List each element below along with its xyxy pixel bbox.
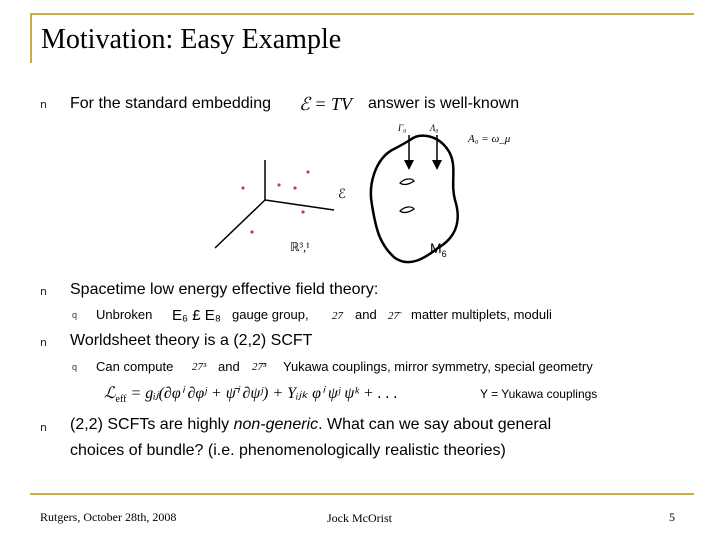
lagrangian-body: = gᵢⱼ(∂φⁱ ∂φʲ + ψ̄ⁱ ∂ψʲ) + Yᵢⱼₖ φⁱ ψʲ ψᵏ + . . . <box>130 385 398 402</box>
label-gauge-field: A₀ = ω_μ <box>468 133 511 145</box>
label-m6 <box>430 240 447 259</box>
bullet-marker: n <box>40 285 47 298</box>
sub-bullet-marker: q <box>72 362 78 372</box>
rep-27bar: 27̄ <box>388 310 399 322</box>
bullet-marker: n <box>40 98 47 111</box>
bullet-3-text: Worldsheet theory is a (2,2) SCFT <box>70 332 313 349</box>
bullet-1-math: ℰ = TV <box>299 94 353 114</box>
bullet-4-pre: (2,2) SCFTs are highly <box>70 416 234 433</box>
label-m6-sub: 6 <box>441 248 447 259</box>
bullet-4-post: . What can we say about general <box>318 416 552 433</box>
dot <box>301 210 304 213</box>
slide-title: Motivation: Easy Example <box>41 24 342 55</box>
footer-venue-date: Rutgers, October 28th, 2008 <box>40 510 177 524</box>
bullet-1-text: For the standard embedding <box>70 95 272 112</box>
bullet-2-text: Spacetime low energy effective field theory: <box>70 281 379 298</box>
dot <box>250 230 253 233</box>
dot <box>277 183 280 186</box>
gauge-group: E₆ £ E₈ <box>172 307 221 324</box>
sub-bullet-2-post: matter multiplets, moduli <box>411 307 552 322</box>
sub-bullet-2-pre: Unbroken <box>96 307 153 322</box>
footer-rule <box>30 493 694 495</box>
arrow-right-head <box>432 160 442 170</box>
footer-author: Jock McOrist <box>327 511 392 525</box>
label-spacetime: ℝ³,¹ <box>290 240 310 254</box>
bullet-1-text-end: answer is well-known <box>368 95 520 112</box>
label-top1: Γ₀ <box>398 123 407 133</box>
yukawa-note: Y = Yukawa couplings <box>480 387 598 401</box>
label-m6-letter: M <box>430 240 442 256</box>
bullet-4-line-1 <box>70 416 551 434</box>
sub-bullet-2-and: and <box>355 307 377 322</box>
arrow-left-head <box>404 160 414 170</box>
effective-lagrangian <box>104 383 398 405</box>
axis-right <box>265 200 334 210</box>
sub-bullet-marker: q <box>72 310 78 320</box>
dot <box>241 186 244 189</box>
sub-bullet-3-post: Yukawa couplings, mirror symmetry, special geometry <box>283 359 593 374</box>
page-number: 5 <box>669 510 675 524</box>
lagrangian-subscript: eff <box>115 394 127 406</box>
dot <box>293 186 296 189</box>
bullet-marker: n <box>40 421 47 434</box>
fiber-mark <box>400 179 414 185</box>
sub-bullet-3-and: and <box>218 359 240 374</box>
rep-27-cubed: 27³ <box>192 361 207 373</box>
fiber-mark <box>400 207 414 213</box>
dot <box>306 170 309 173</box>
rep-27bar-cubed: 27̄³ <box>252 361 267 373</box>
sub-bullet-3-pre: Can compute <box>96 359 174 374</box>
sub-bullet-2-mid: gauge group, <box>232 307 309 322</box>
lagrangian-symbol: ℒ <box>104 385 116 402</box>
rep-27: 27 <box>332 310 343 322</box>
bullet-4-emphasis: non-generic <box>233 416 319 433</box>
bullet-4-line-2: choices of bundle? (i.e. phenomenologically realistic theories) <box>70 442 506 459</box>
label-top2: Λ₀ <box>430 123 439 133</box>
axis-down <box>215 200 265 248</box>
label-bundle: ℰ <box>338 186 346 201</box>
bullet-marker: n <box>40 336 47 349</box>
